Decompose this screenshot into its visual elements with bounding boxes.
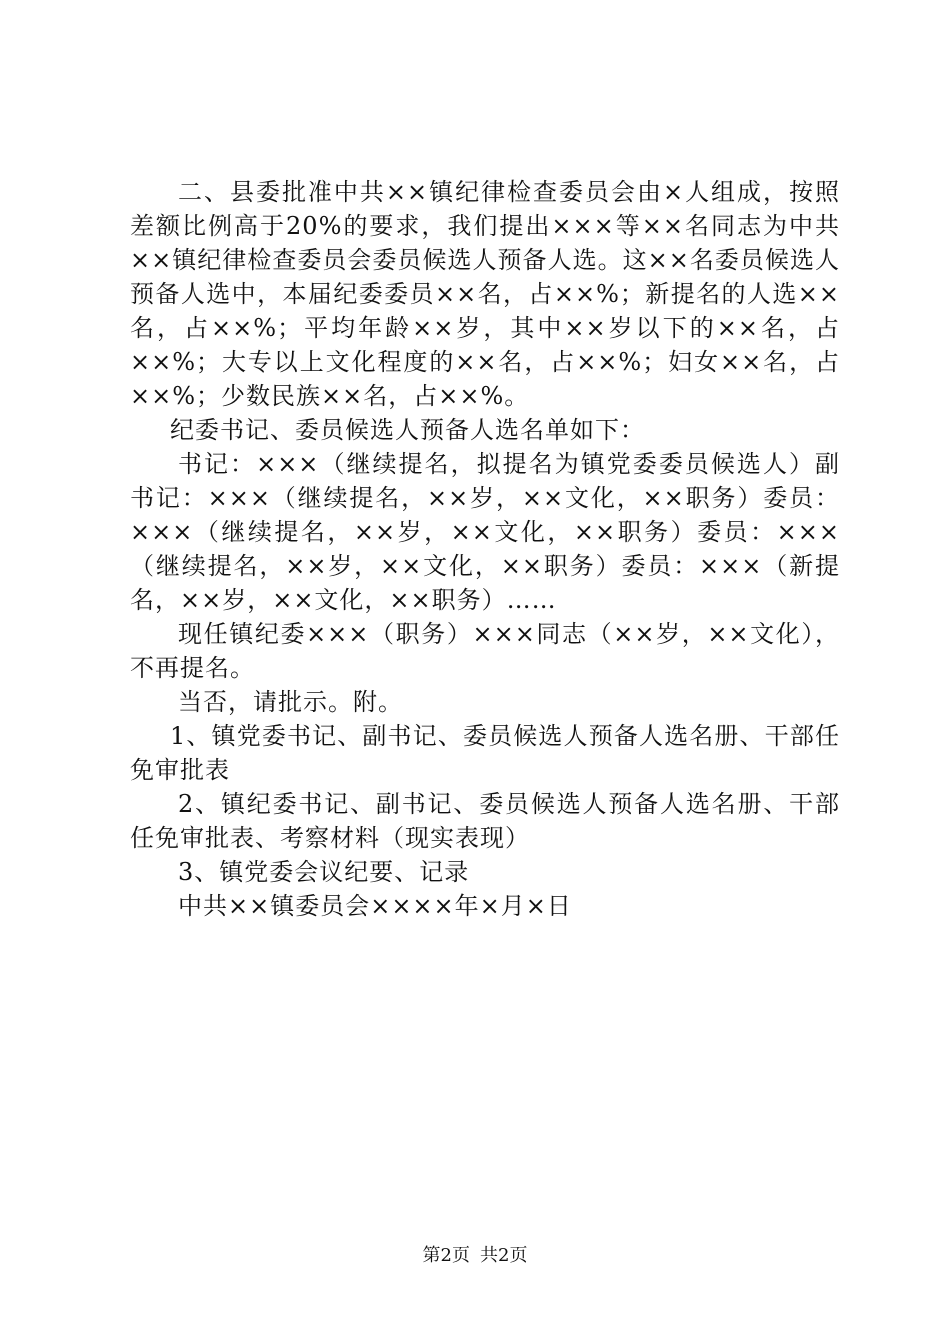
paragraph-candidate-list: 书记：×××（继续提名，拟提名为镇党委委员候选人）副书记：×××（继续提名，××岁，××文化，××职务）委员：×××（继续提名，××岁，××文化，××职务）委员：×××（继续提名，××岁，××文化，××职务）委员：×××（新提名，××岁，××文化，××职务）……	[130, 450, 840, 614]
page-number-current: 第2页	[422, 1245, 470, 1266]
paragraph-not-renominated: 现任镇纪委×××（职务）×××同志（××岁，××文化），不再提名。	[130, 620, 840, 682]
signature-line: 中共××镇委员会××××年×月×日	[178, 892, 572, 920]
page-number-total: 共2页	[480, 1245, 528, 1266]
page-footer	[0, 1245, 950, 1267]
paragraph-list-intro: 纪委书记、委员候选人预备人选名单如下：	[170, 416, 645, 444]
paragraph-request-approval: 当否，请批示。附。	[178, 688, 403, 716]
attachment-item-3: 3、镇党委会议纪要、记录	[178, 858, 470, 886]
attachment-item-1: 1、镇党委书记、副书记、委员候选人预备人选名册、干部任免审批表	[130, 722, 840, 784]
paragraph-composition: 二、县委批准中共××镇纪律检查委员会由×人组成，按照差额比例高于20%的要求，我们提出×××等××名同志为中共××镇纪律检查委员会委员候选人预备人选。这××名委员候选人预备人选中，本届纪委委员××名，占××%；新提名的人选××名，占××%；平均年龄××岁，其中××岁以下的××名，占××%；大专以上文化程度的××名，占××%；妇女××名，占××%；少数民族××名，占××%。	[130, 178, 840, 410]
document-body	[130, 175, 840, 923]
attachment-item-2: 2、镇纪委书记、副书记、委员候选人预备人选名册、干部任免审批表、考察材料（现实表现）	[130, 790, 840, 852]
